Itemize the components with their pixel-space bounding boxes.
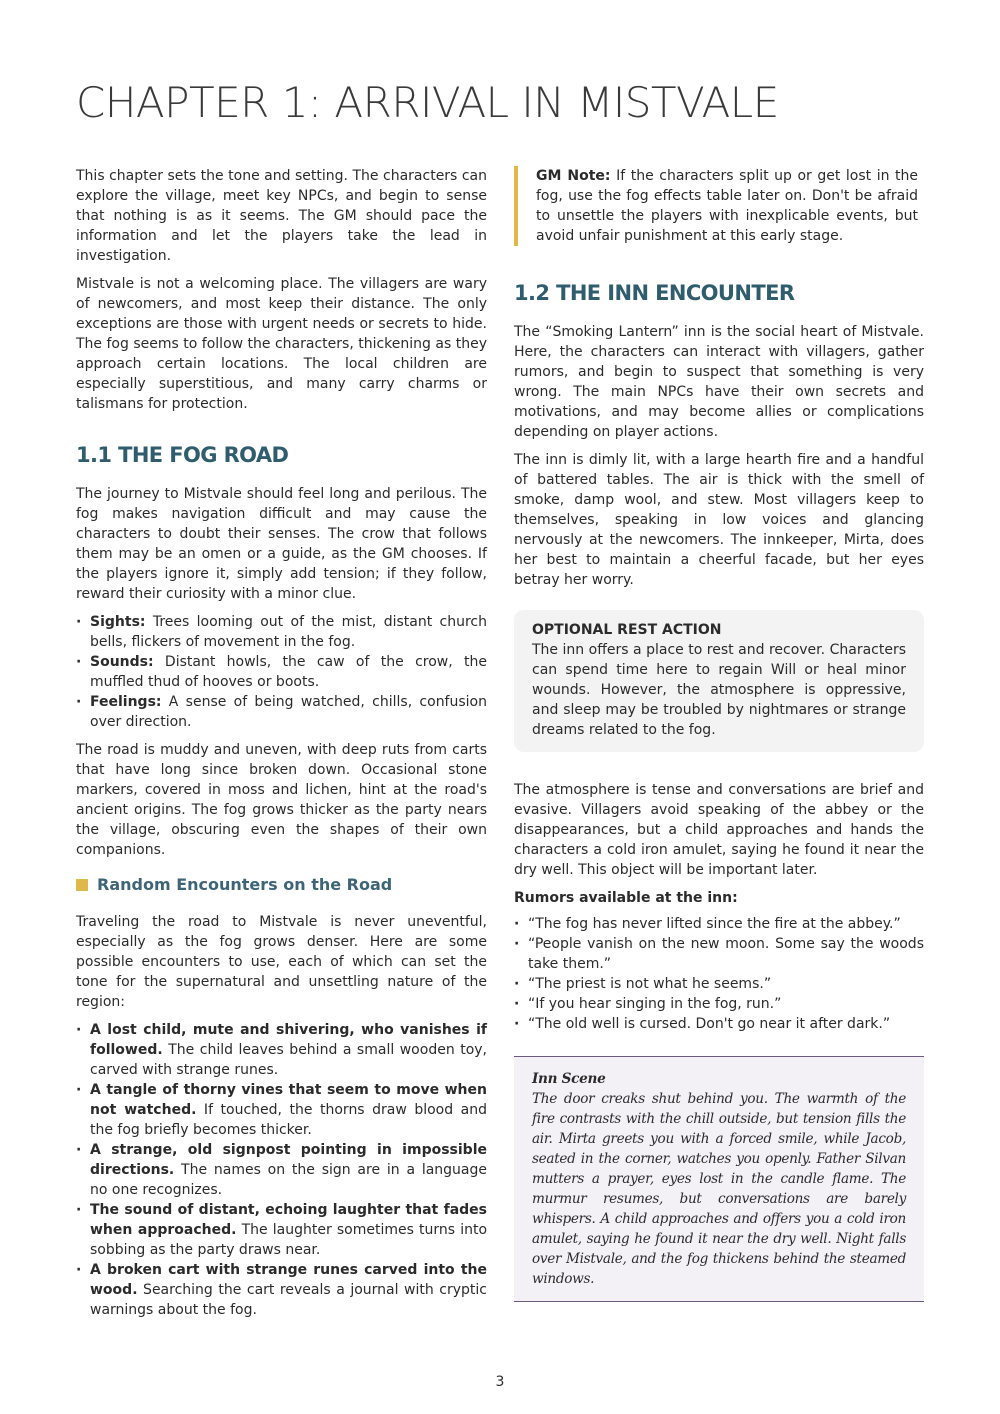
list-item bbox=[76, 1260, 487, 1320]
inn-paragraph-2: The inn is dimly lit, with a large hearth fire and a handful of battered tables. The air is thick with the smell of smoke, damp wool, and stew. Most villagers keep to themselves, speaking in low voices and glancing nervously at the newcomers. The innkeeper, Mirta, does her best to maintain a cheerful facade, but her eyes betray her worry. bbox=[514, 452, 924, 588]
list-item bbox=[76, 1200, 487, 1260]
square-bullet-icon bbox=[76, 879, 88, 891]
encounter-label: A tangle of thorny vines that seem to move when not watched. bbox=[90, 1082, 487, 1118]
list-item: · “The priest is not what he seems.” bbox=[514, 974, 924, 994]
encounters-heading-text: Random Encounters on the Road bbox=[97, 875, 393, 894]
scene-heading: Inn Scene bbox=[532, 1071, 606, 1087]
list-item bbox=[76, 612, 487, 652]
list-item bbox=[76, 1080, 487, 1140]
chapter-title: CHAPTER 1: ARRIVAL IN MISTVALE bbox=[76, 78, 779, 127]
rest-heading: OPTIONAL REST ACTION bbox=[532, 622, 722, 638]
encounter-text: The names on the sign are in a language no one recognizes. bbox=[90, 1162, 487, 1198]
list-item: · “The fog has never lifted since the fire at the abbey.” bbox=[514, 914, 924, 934]
list-item: · “The old well is cursed. Don't go near it after dark.” bbox=[514, 1014, 924, 1034]
encounters-intro: Traveling the road to Mistvale is never uneventful, especially as the fog grows denser. Here are some possible encounters to use, each of which can set the tone for the supernatural and unsettling nature of the region: bbox=[76, 914, 487, 1010]
encounter-text: Searching the cart reveals a journal with cryptic warnings about the fog. bbox=[90, 1282, 487, 1318]
right-column bbox=[514, 166, 924, 1302]
left-column bbox=[76, 166, 487, 1328]
sense-label: Sounds: bbox=[90, 654, 154, 670]
optional-rest-box bbox=[514, 610, 924, 752]
inn-heading: 1.2 THE INN ENCOUNTER bbox=[514, 281, 795, 305]
sense-label: Feelings: bbox=[90, 694, 162, 710]
inn-scene-box bbox=[514, 1056, 924, 1302]
intro-paragraph-2: Mistvale is not a welcoming place. The villagers are wary of newcomers, and most keep their distance. The only exceptions are those with urgent needs or secrets to hide. The fog seems to follow the characters, thickening as they approach certain locations. The local children are especially superstitious, and many carry charms or talismans for protection. bbox=[76, 276, 487, 412]
list-item bbox=[76, 652, 487, 692]
page-number: 3 bbox=[495, 1374, 505, 1390]
encounters-list bbox=[76, 1020, 487, 1320]
encounter-label: A broken cart with strange runes carved into the wood. bbox=[90, 1262, 487, 1298]
fog-road-paragraph-1: The journey to Mistvale should feel long and perilous. The fog makes navigation difficult and may cause the characters to doubt their senses. The crow that follows them may be an omen or a guide, as the GM chooses. If the players ignore it, simply add tension; if they follow, reward their curiosity with a minor clue. bbox=[76, 486, 487, 602]
inn-paragraph-3: The atmosphere is tense and conversations are brief and evasive. Villagers avoid speaking of the abbey or the disappearances, but a child approaches and hands the characters a cold iron amulet, saying he found it near the dry well. This object will be important later. bbox=[514, 782, 924, 878]
scene-text: The door creaks shut behind you. The warmth of the fire contrasts with the chill outside, but tension fills the air. Mirta greets you with a forced smile, while Jacob, seated in the corner, watches you openly. Father Silvan mutters a prayer, eyes lost in the candle flame. The murmur resumes, but conversations are barely whispers. A child approaches and offers you a cold iron amulet, saying he found it near the dry well. Night falls over Mistvale, and the fog thickens behind the steamed windows. bbox=[532, 1091, 906, 1287]
intro-paragraph-1: This chapter sets the tone and setting. The characters can explore the village, meet key NPCs, and begin to sense that nothing is as it seems. The GM should pace the information and let the players take the lead in investigation. bbox=[76, 168, 487, 264]
gm-note-label: GM Note: bbox=[536, 168, 611, 184]
list-item bbox=[76, 1140, 487, 1200]
fog-road-paragraph-2: The road is muddy and uneven, with deep ruts from carts that have long since broken down. Occasional stone markers, covered in moss and lichen, hint at the road's ancient origins. The fog grows thicker as the party nears the village, obscuring even the shapes of their own companions. bbox=[76, 742, 487, 858]
encounters-heading bbox=[76, 874, 487, 896]
encounter-text: If touched, the thorns draw blood and the fog briefly becomes thicker. bbox=[90, 1102, 487, 1138]
list-item bbox=[76, 692, 487, 732]
encounter-label: The sound of distant, echoing laughter that fades when approached. bbox=[90, 1202, 487, 1238]
gm-note-callout bbox=[514, 166, 924, 246]
list-item bbox=[76, 1020, 487, 1080]
encounter-label: A strange, old signpost pointing in impossible directions. bbox=[90, 1142, 487, 1178]
list-item: · “If you hear singing in the fog, run.” bbox=[514, 994, 924, 1014]
senses-list bbox=[76, 612, 487, 732]
rumors-list bbox=[514, 914, 924, 1034]
rest-text: The inn offers a place to rest and recover. Characters can spend time here to regain Will or heal minor wounds. However, the atmosphere is oppressive, and sleep may be troubled by nightmares or strange dreams related to the fog. bbox=[532, 642, 906, 738]
encounter-text: The child leaves behind a small wooden toy, carved with strange runes. bbox=[90, 1042, 487, 1078]
sense-text: Distant howls, the caw of the crow, the muffled thud of hooves or boots. bbox=[90, 654, 487, 690]
sense-text: Trees looming out of the mist, distant church bells, flickers of movement in the fog. bbox=[90, 614, 487, 650]
list-item: · “People vanish on the new moon. Some say the woods take them.” bbox=[514, 934, 924, 974]
encounter-label: A lost child, mute and shivering, who vanishes if followed. bbox=[90, 1022, 487, 1058]
sense-text: A sense of being watched, chills, confusion over direction. bbox=[90, 694, 487, 730]
encounter-text: The laughter sometimes turns into sobbing as the party draws near. bbox=[90, 1222, 488, 1258]
gm-note-text: If the characters split up or get lost in the fog, use the fog effects table later on. Don't be afraid to unsettle the players with inexplicable events, but avoid unfair punishment at this early stage. bbox=[536, 168, 918, 244]
rumors-heading: Rumors available at the inn: bbox=[514, 890, 738, 906]
fog-road-heading: 1.1 THE FOG ROAD bbox=[76, 443, 289, 467]
sense-label: Sights: bbox=[90, 614, 146, 630]
inn-paragraph-1: The “Smoking Lantern” inn is the social heart of Mistvale. Here, the characters can interact with villagers, gather rumors, and begin to suspect that something is very wrong. The main NPCs have their own secrets and motivations, and may become allies or complications depending on player actions. bbox=[514, 324, 924, 440]
gm-note-paragraph bbox=[536, 166, 918, 246]
